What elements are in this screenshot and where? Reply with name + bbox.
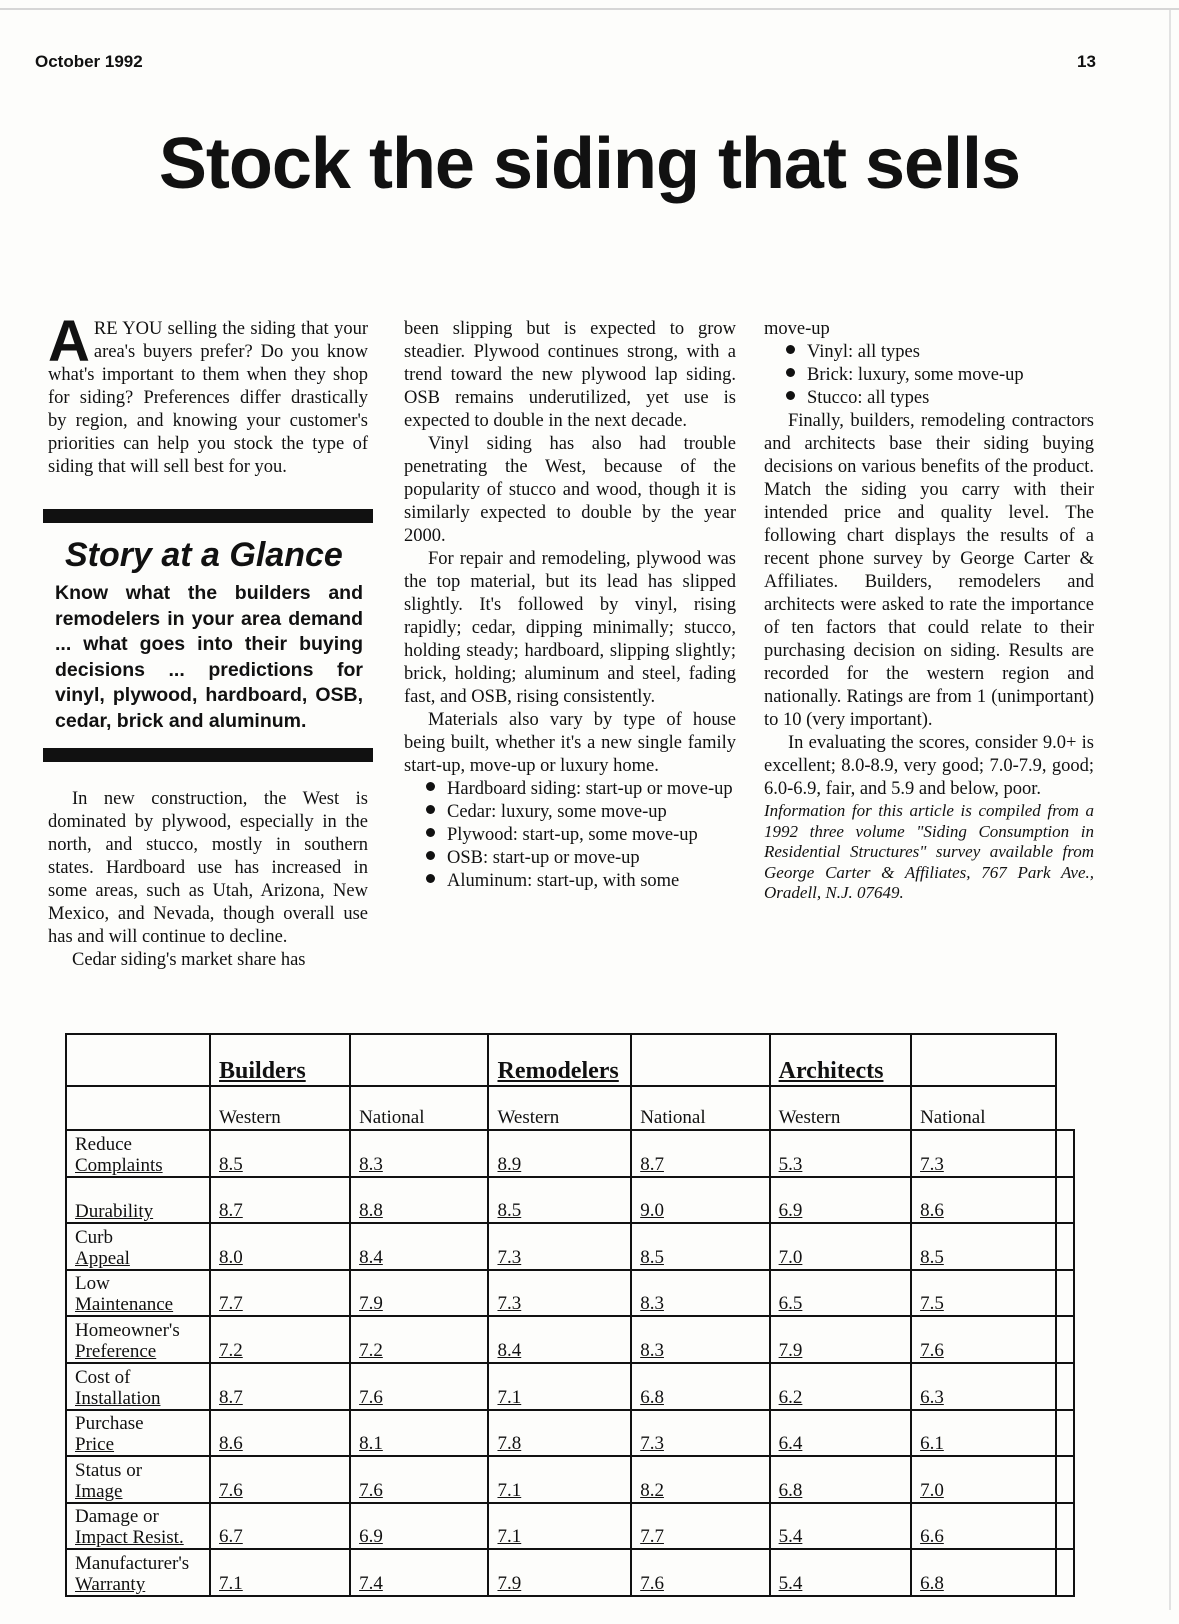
rating-value: 7.6 xyxy=(219,1479,243,1501)
rating-value: 5.3 xyxy=(778,1153,803,1175)
factor-line: Impact Resist. xyxy=(75,1527,184,1549)
factor-label xyxy=(66,1456,210,1503)
rating-value: 6.5 xyxy=(778,1293,803,1315)
table-row xyxy=(66,1316,1074,1363)
rating-cell xyxy=(350,1410,488,1457)
rating-cell xyxy=(488,1456,631,1503)
bullet-continued: move-up xyxy=(764,319,830,339)
rating-value: 7.1 xyxy=(497,1386,522,1408)
bullet-icon xyxy=(426,874,435,883)
rating-value: 7.9 xyxy=(778,1339,803,1361)
rating-cell xyxy=(631,1177,769,1224)
empty-cell xyxy=(1056,1223,1074,1270)
list-item: Stucco: all types xyxy=(764,387,1094,410)
paragraph-vinyl: Vinyl siding has also had trouble penetrating the West, because of the popularity of stucco and wood, though it is similarly expected to double by the year 2000. xyxy=(404,434,736,546)
page-number: 13 xyxy=(1077,52,1096,71)
rating-cell xyxy=(488,1503,631,1550)
table-row xyxy=(66,1270,1074,1317)
factor-label xyxy=(66,1363,210,1410)
rating-cell xyxy=(911,1410,1056,1457)
rating-cell xyxy=(770,1549,911,1596)
rating-cell xyxy=(350,1177,488,1224)
bullet-icon xyxy=(786,391,795,400)
rating-value: 8.6 xyxy=(219,1433,243,1455)
glance-bottom-bar xyxy=(43,748,373,762)
group-header: Architects xyxy=(770,1034,911,1086)
rating-cell xyxy=(488,1177,631,1224)
rating-cell xyxy=(350,1130,488,1177)
rating-value: 8.5 xyxy=(219,1153,243,1175)
factor-label xyxy=(66,1316,210,1363)
article-column-2 xyxy=(404,318,736,893)
rating-value: 5.4 xyxy=(778,1572,803,1594)
list-item: Aluminum: start-up, with some xyxy=(404,870,736,893)
rating-value: 8.5 xyxy=(497,1200,522,1222)
rating-value: 7.7 xyxy=(640,1526,664,1548)
rating-cell xyxy=(210,1456,350,1503)
column-header: Western xyxy=(488,1086,631,1130)
factor-line: Purchase xyxy=(75,1413,144,1435)
table-row xyxy=(66,1549,1074,1596)
factor-line: Complaints xyxy=(75,1154,163,1176)
rating-value: 7.1 xyxy=(219,1572,243,1594)
rating-value: 8.3 xyxy=(359,1153,383,1175)
paragraph-remodeling: For repair and remodeling, plywood was the top material, but its lead has slipped slightly. It's followed by vinyl, rising rapidly; cedar, dipping minimally; stucco, holding steady; hardboard, slipping slightly; brick, holding; aluminum and steel, fading fast, and OSB, rising consistently. xyxy=(404,549,736,707)
factor-line: Installation xyxy=(75,1387,161,1409)
rating-cell xyxy=(631,1549,769,1596)
rating-value: 7.2 xyxy=(359,1339,383,1361)
column-header: National xyxy=(350,1086,488,1130)
rating-cell xyxy=(210,1549,350,1596)
bullet-icon xyxy=(426,828,435,837)
rating-value: 7.3 xyxy=(497,1293,522,1315)
rating-value: 5.4 xyxy=(778,1526,803,1548)
rating-value: 6.3 xyxy=(920,1386,944,1408)
rating-cell xyxy=(631,1410,769,1457)
rating-cell xyxy=(911,1130,1056,1177)
empty-cell xyxy=(1056,1363,1074,1410)
article-title: Stock the siding that sells xyxy=(158,124,1021,204)
empty-header-cell xyxy=(66,1034,210,1086)
paragraph-scores: In evaluating the scores, consider 9.0+ is excellent; 8.0-8.9, very good; 7.0-7.9, good; 6.0-6.9, fair, and 5.9 and below, poor. xyxy=(764,733,1094,799)
bullet-icon xyxy=(426,851,435,860)
rating-value: 7.5 xyxy=(920,1293,944,1315)
rating-value: 7.0 xyxy=(920,1479,944,1501)
table-row xyxy=(66,1363,1074,1410)
factor-line: Price xyxy=(75,1434,115,1456)
empty-header-cell xyxy=(66,1086,210,1130)
rating-value: 7.6 xyxy=(359,1479,383,1501)
column-header: Western xyxy=(210,1086,350,1130)
factor-label xyxy=(66,1503,210,1550)
list-item: Cedar: luxury, some move-up xyxy=(404,801,736,824)
paragraph-house-type: Materials also vary by type of house being built, whether it's a new single family start-up, move-up or luxury home. xyxy=(404,710,736,776)
empty-cell xyxy=(1056,1503,1074,1550)
factor-line: Reduce xyxy=(75,1133,132,1155)
rating-value: 7.1 xyxy=(497,1526,522,1548)
rating-value: 8.1 xyxy=(359,1433,383,1455)
rating-cell xyxy=(631,1316,769,1363)
rating-value: 7.2 xyxy=(219,1339,243,1361)
right-border-rule xyxy=(1169,10,1171,1610)
list-item: OSB: start-up or move-up xyxy=(404,847,736,870)
table-row xyxy=(66,1177,1074,1224)
empty-cell xyxy=(1056,1270,1074,1317)
rating-value: 8.9 xyxy=(497,1153,522,1175)
rating-cell xyxy=(911,1177,1056,1224)
empty-cell xyxy=(1056,1549,1074,1596)
factor-label xyxy=(66,1410,210,1457)
factor-line: Low xyxy=(75,1273,110,1295)
rating-value: 6.9 xyxy=(778,1200,803,1222)
bullet-icon xyxy=(426,782,435,791)
column-header: Western xyxy=(770,1086,911,1130)
factor-line: Maintenance xyxy=(75,1294,174,1316)
rating-value: 8.6 xyxy=(920,1200,944,1222)
rating-value: 8.5 xyxy=(640,1246,664,1268)
rating-cell xyxy=(210,1503,350,1550)
factor-line: Status or xyxy=(75,1459,143,1481)
group-header-row xyxy=(66,1034,1074,1086)
rating-value: 8.3 xyxy=(640,1293,664,1315)
table-row xyxy=(66,1456,1074,1503)
rating-cell xyxy=(488,1549,631,1596)
rating-cell xyxy=(210,1177,350,1224)
factor-line: Damage or xyxy=(75,1506,159,1528)
rating-value: 8.5 xyxy=(920,1246,944,1268)
rating-value: 8.2 xyxy=(640,1479,664,1501)
rating-cell xyxy=(770,1130,911,1177)
rating-value: 7.1 xyxy=(497,1479,522,1501)
list-item: Plywood: start-up, some move-up xyxy=(404,824,736,847)
rating-cell xyxy=(631,1223,769,1270)
paragraph-cedar-start: Cedar siding's market share has xyxy=(72,950,306,970)
rating-cell xyxy=(911,1270,1056,1317)
paragraph-new-construction: In new construction, the West is dominated by plywood, especially in the north, and stucco, mostly in southern states. Hardboard use has increased in some areas, such as Utah, Arizona, New Mexico, and Nevada, though overall use has and will continue to decline. xyxy=(48,789,368,947)
rating-cell xyxy=(210,1130,350,1177)
group-header: Builders xyxy=(210,1034,350,1086)
bullet-icon xyxy=(426,805,435,814)
rating-cell xyxy=(911,1456,1056,1503)
rating-value: 7.3 xyxy=(920,1153,944,1175)
rating-cell xyxy=(770,1410,911,1457)
rating-cell xyxy=(770,1223,911,1270)
rating-cell xyxy=(210,1410,350,1457)
group-header: Remodelers xyxy=(488,1034,631,1086)
empty-header-cell xyxy=(911,1034,1056,1086)
rating-cell xyxy=(631,1456,769,1503)
rating-value: 7.9 xyxy=(497,1572,522,1594)
column-header: National xyxy=(631,1086,769,1130)
factor-line xyxy=(75,1180,201,1201)
rating-value: 8.7 xyxy=(219,1200,243,1222)
empty-header-cell xyxy=(631,1034,769,1086)
rating-cell xyxy=(911,1316,1056,1363)
rating-value: 8.4 xyxy=(359,1246,383,1268)
article-column-3 xyxy=(764,318,1094,904)
issue-date: October 1992 xyxy=(35,52,143,71)
rating-cell xyxy=(350,1363,488,1410)
rating-cell xyxy=(911,1503,1056,1550)
rating-value: 8.7 xyxy=(219,1386,243,1408)
factor-label xyxy=(66,1130,210,1177)
empty-cell xyxy=(1056,1177,1074,1224)
rating-value: 7.6 xyxy=(359,1386,383,1408)
empty-cell xyxy=(1056,1130,1074,1177)
ratings-table xyxy=(65,1033,1075,1597)
empty-cell xyxy=(1056,1410,1074,1457)
rating-cell xyxy=(770,1177,911,1224)
rating-value: 6.6 xyxy=(920,1526,944,1548)
rating-cell xyxy=(488,1270,631,1317)
rating-cell xyxy=(770,1363,911,1410)
rating-cell xyxy=(210,1316,350,1363)
rating-value: 7.3 xyxy=(497,1246,522,1268)
table-row xyxy=(66,1410,1074,1457)
rating-value: 7.0 xyxy=(778,1246,803,1268)
factor-label xyxy=(66,1270,210,1317)
list-item: Vinyl: all types xyxy=(764,341,1094,364)
list-item: Brick: luxury, some move-up xyxy=(764,364,1094,387)
rating-cell xyxy=(631,1363,769,1410)
article-column-1 xyxy=(48,309,368,972)
glance-title: Story at a Glance xyxy=(65,536,343,574)
rating-cell xyxy=(488,1316,631,1363)
rating-cell xyxy=(770,1270,911,1317)
source-credit: Information for this article is compiled from a 1992 three volume "Siding Consumption in Residential Structures" survey available from George Carter & Affiliates, 767 Park Ave., Oradell, N.J. 07649. xyxy=(764,801,1094,902)
rating-value: 8.7 xyxy=(640,1153,664,1175)
drop-cap: A xyxy=(48,309,90,374)
factor-line: Warranty xyxy=(75,1573,146,1595)
rating-cell xyxy=(210,1223,350,1270)
rating-value: 7.6 xyxy=(920,1339,944,1361)
factor-label xyxy=(66,1223,210,1270)
rating-value: 6.7 xyxy=(219,1526,243,1548)
rating-value: 7.8 xyxy=(497,1433,522,1455)
rating-cell xyxy=(350,1270,488,1317)
paragraph-cedar-continued: been slipping but is expected to grow steadier. Plywood continues strong, with a trend toward the new plywood lap siding. OSB remains underutilized, yet use is expected to double in the next decade. xyxy=(404,319,736,431)
top-border-rule xyxy=(0,8,1179,10)
rating-cell xyxy=(911,1223,1056,1270)
factor-line: Preference xyxy=(75,1340,157,1362)
column-header: National xyxy=(911,1086,1056,1130)
subheader-row xyxy=(66,1086,1074,1130)
bullet-icon xyxy=(786,368,795,377)
table-row xyxy=(66,1503,1074,1550)
rating-cell xyxy=(770,1316,911,1363)
story-at-a-glance-box xyxy=(43,509,373,762)
rating-cell xyxy=(488,1223,631,1270)
rating-value: 6.2 xyxy=(778,1386,803,1408)
rating-cell xyxy=(488,1410,631,1457)
rating-value: 6.8 xyxy=(778,1479,803,1501)
factor-line: Manufacturer's xyxy=(75,1552,190,1574)
rating-value: 8.3 xyxy=(640,1339,664,1361)
empty-header-cell xyxy=(350,1034,488,1086)
factor-line: Durability xyxy=(75,1201,154,1223)
factor-label xyxy=(66,1549,210,1596)
table-row xyxy=(66,1130,1074,1177)
empty-cell xyxy=(1056,1316,1074,1363)
factor-label xyxy=(66,1177,210,1224)
rating-cell xyxy=(631,1503,769,1550)
empty-cell xyxy=(1056,1456,1074,1503)
factor-line: Image xyxy=(75,1480,123,1502)
rating-cell xyxy=(631,1270,769,1317)
rating-cell xyxy=(488,1363,631,1410)
rating-cell xyxy=(350,1316,488,1363)
rating-value: 9.0 xyxy=(640,1200,664,1222)
rating-value: 8.0 xyxy=(219,1246,243,1268)
rating-value: 7.6 xyxy=(640,1572,664,1594)
rating-value: 7.9 xyxy=(359,1293,383,1315)
glance-top-bar xyxy=(43,509,373,523)
factor-line: Cost of xyxy=(75,1366,131,1388)
rating-cell xyxy=(911,1363,1056,1410)
rating-cell xyxy=(350,1223,488,1270)
rating-cell xyxy=(350,1503,488,1550)
rating-value: 7.4 xyxy=(359,1572,383,1594)
rating-cell xyxy=(210,1270,350,1317)
rating-cell xyxy=(631,1130,769,1177)
rating-value: 6.8 xyxy=(920,1572,944,1594)
paragraph-survey: Finally, builders, remodeling contractors and architects base their siding buying decisions on various benefits of the product. Match the siding you carry with their intended price and quality level. The following chart displays the results of a recent phone survey by George Carter & Affiliates. Builders, remodelers and architects were asked to rate the importance of ten factors that could relate to their purchasing decision on siding. Results are recorded for the western region and nationally. Ratings are from 1 (unimportant) to 10 (very important). xyxy=(764,411,1094,730)
rating-cell xyxy=(488,1130,631,1177)
factor-line: Homeowner's xyxy=(75,1319,180,1341)
table-row xyxy=(66,1223,1074,1270)
rating-cell xyxy=(210,1363,350,1410)
factor-line: Curb xyxy=(75,1226,113,1248)
rating-value: 8.4 xyxy=(497,1339,522,1361)
rating-value: 6.1 xyxy=(920,1433,944,1455)
rating-value: 7.7 xyxy=(219,1293,243,1315)
intro-paragraph xyxy=(48,309,368,479)
rating-cell xyxy=(911,1549,1056,1596)
rating-cell xyxy=(350,1456,488,1503)
rating-value: 7.3 xyxy=(640,1433,664,1455)
rating-value: 6.8 xyxy=(640,1386,664,1408)
list-item: Hardboard siding: start-up or move-up xyxy=(404,778,736,801)
rating-cell xyxy=(770,1456,911,1503)
rating-cell xyxy=(350,1549,488,1596)
rating-value: 6.4 xyxy=(778,1433,803,1455)
intro-text: RE YOU selling the siding that your area's buyers prefer? Do you know what's important to them when they shop for siding? Preferences differ drastically by region, and knowing your customer's priorities can help you stock the type of siding that will sell best for you. xyxy=(48,319,368,477)
factor-line: Appeal xyxy=(75,1247,130,1269)
glance-summary: Know what the builders and remodelers in your area demand ... what goes into their buying decisions ... predictions for vinyl, plywood, hardboard, OSB, cedar, brick and aluminum. xyxy=(55,582,363,732)
bullet-icon xyxy=(786,345,795,354)
rating-value: 6.9 xyxy=(359,1526,383,1548)
rating-value: 8.8 xyxy=(359,1200,383,1222)
rating-cell xyxy=(770,1503,911,1550)
